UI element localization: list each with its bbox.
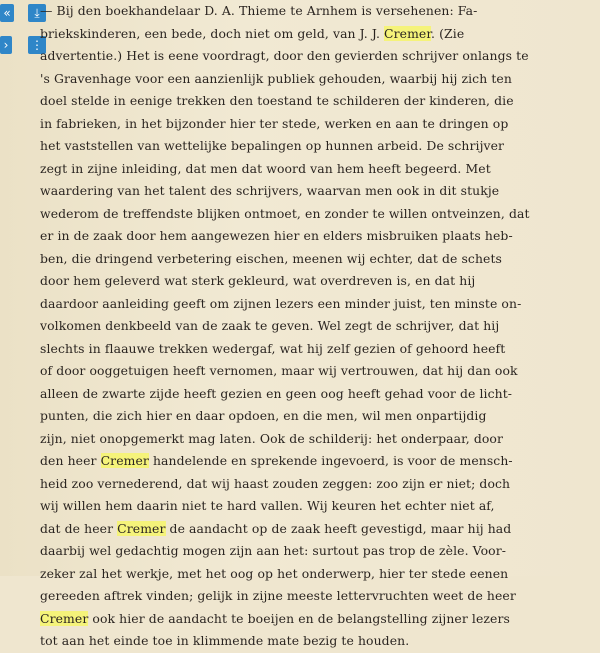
- text-segment: zijn, niet onopgemerkt mag laten. Ook de schilderij: het onderpaar, door: [40, 430, 503, 446]
- text-segment: doel stelde in eenige trekken den toestand te schilderen der kinderen, die: [40, 93, 514, 108]
- text-segment: 's Gravenhage voor een aanzienlijk publiek gehouden, waarbij hij zich ten: [40, 70, 512, 86]
- text-segment: de aandacht op de zaak heeft gevestigd, maar hij had: [165, 520, 512, 536]
- text-line: [40, 135, 596, 158]
- text-line: [40, 225, 596, 248]
- expand-icon[interactable]: ›: [0, 36, 12, 54]
- text-line: [40, 518, 596, 541]
- text-line: [40, 0, 596, 23]
- text-segment: punten, die zich hier en daar opdoen, en die men, wil men onpartijdig: [40, 408, 487, 423]
- text-segment: zegt in zijne inleiding, dat men dat woord van hem heeft begeerd. Met: [40, 160, 491, 176]
- text-segment: gereeden aftrek vinden; gelijk in zijne meeste lettervruchten weet de heer: [40, 588, 516, 603]
- text-line: [40, 113, 596, 136]
- text-line: [40, 293, 596, 316]
- text-line: [40, 360, 596, 383]
- text-segment: . (Zie: [431, 25, 465, 41]
- text-line: [40, 405, 596, 428]
- text-segment: alleen de zwarte zijde heeft gezien en geen oog heeft gehad voor de licht-: [40, 385, 513, 401]
- search-highlight: Cremer: [117, 520, 166, 536]
- text-line: [40, 630, 596, 653]
- text-segment: wederom de treffendste blijken ontmoet, en zonder te willen ontveinzen, dat: [40, 205, 530, 221]
- text-segment: advertentie.) Het is eene voordragt, door den gevierden schrijver onlangs te: [40, 48, 529, 63]
- text-line: [40, 203, 596, 226]
- text-segment: daarbij wel gedachtig mogen zijn aan het: surtout pas trop de zèle. Voor-: [40, 543, 507, 558]
- text-line: [40, 45, 596, 68]
- text-segment: heid zoo vernederend, dat wij haast zouden zeggen: zoo zijn er niet; doch: [40, 475, 511, 491]
- text-line: [40, 473, 596, 496]
- text-line: [40, 158, 596, 181]
- collapse-icon[interactable]: «: [0, 4, 14, 22]
- text-line: [40, 383, 596, 406]
- search-highlight: Cremer: [40, 610, 89, 626]
- text-line: [40, 68, 596, 91]
- text-line: [40, 180, 596, 203]
- text-line: [40, 248, 596, 271]
- article-text: [40, 0, 596, 653]
- text-line: [40, 270, 596, 293]
- text-segment: het vaststellen van wettelijke bepalingen op hunnen arbeid. De schrijver: [40, 138, 505, 153]
- text-line: [40, 315, 596, 338]
- text-segment: slechts in flaauwe trekken wedergaf, wat hij zelf gezien of gehoord heeft: [40, 340, 506, 356]
- text-segment: — Bij den boekhandelaar D. A. Thieme te Arnhem is versehenen: Fa-: [40, 3, 478, 18]
- text-segment: wij willen hem daarin niet te hard vallen. Wij keuren het echter niet af,: [40, 498, 495, 513]
- text-segment: in fabrieken, in het bijzonder hier ter stede, werken en aan te dringen op: [40, 115, 509, 131]
- text-segment: daardoor aanleiding geeft om zijnen lezers een minder juist, ten minste on-: [40, 295, 522, 311]
- text-segment: briekskinderen, een bede, doch niet om geld, van J. J.: [40, 25, 385, 41]
- info-icon[interactable]: ⋮: [28, 36, 46, 54]
- text-segment: waardering van het talent des schrijvers, waarvan men ook in dit stukje: [40, 183, 500, 198]
- text-line: [40, 90, 596, 113]
- text-line: [40, 338, 596, 361]
- download-icon[interactable]: ⤓: [28, 4, 46, 22]
- search-highlight: Cremer: [100, 453, 149, 468]
- text-line: [40, 585, 596, 608]
- text-line: [40, 563, 596, 586]
- text-segment: door hem geleverd wat sterk gekleurd, wat overdreven is, en dat hij: [40, 273, 476, 288]
- text-segment: ben, die dringend verbetering eischen, meenen wij echter, dat de schets: [40, 250, 503, 266]
- text-segment: er in de zaak door hem aangewezen hier en elders misbruiken plaats heb-: [40, 228, 513, 243]
- text-line: [40, 540, 596, 563]
- text-line: [40, 495, 596, 518]
- text-line: [40, 428, 596, 451]
- text-segment: den heer: [40, 453, 101, 468]
- text-segment: handelende en sprekende ingevoerd, is voor de mensch-: [148, 453, 513, 468]
- text-segment: dat de heer: [40, 520, 118, 536]
- text-line: [40, 608, 596, 631]
- text-segment: of door ooggetuigen heeft vernomen, maar wij vertrouwen, dat hij dan ook: [40, 363, 518, 378]
- text-segment: tot aan het einde toe in klimmende mate bezig te houden.: [40, 633, 410, 648]
- text-line: [40, 450, 596, 473]
- text-segment: volkomen denkbeeld van de zaak te geven. Wel zegt de schrijver, dat hij: [40, 318, 500, 333]
- search-highlight: Cremer: [384, 25, 432, 41]
- text-segment: ook hier de aandacht te boeijen en de belangstelling zijner lezers: [88, 610, 510, 626]
- text-line: [40, 23, 596, 46]
- text-segment: zeker zal het werkje, met het oog op het onderwerp, hier ter stede eenen: [40, 565, 509, 581]
